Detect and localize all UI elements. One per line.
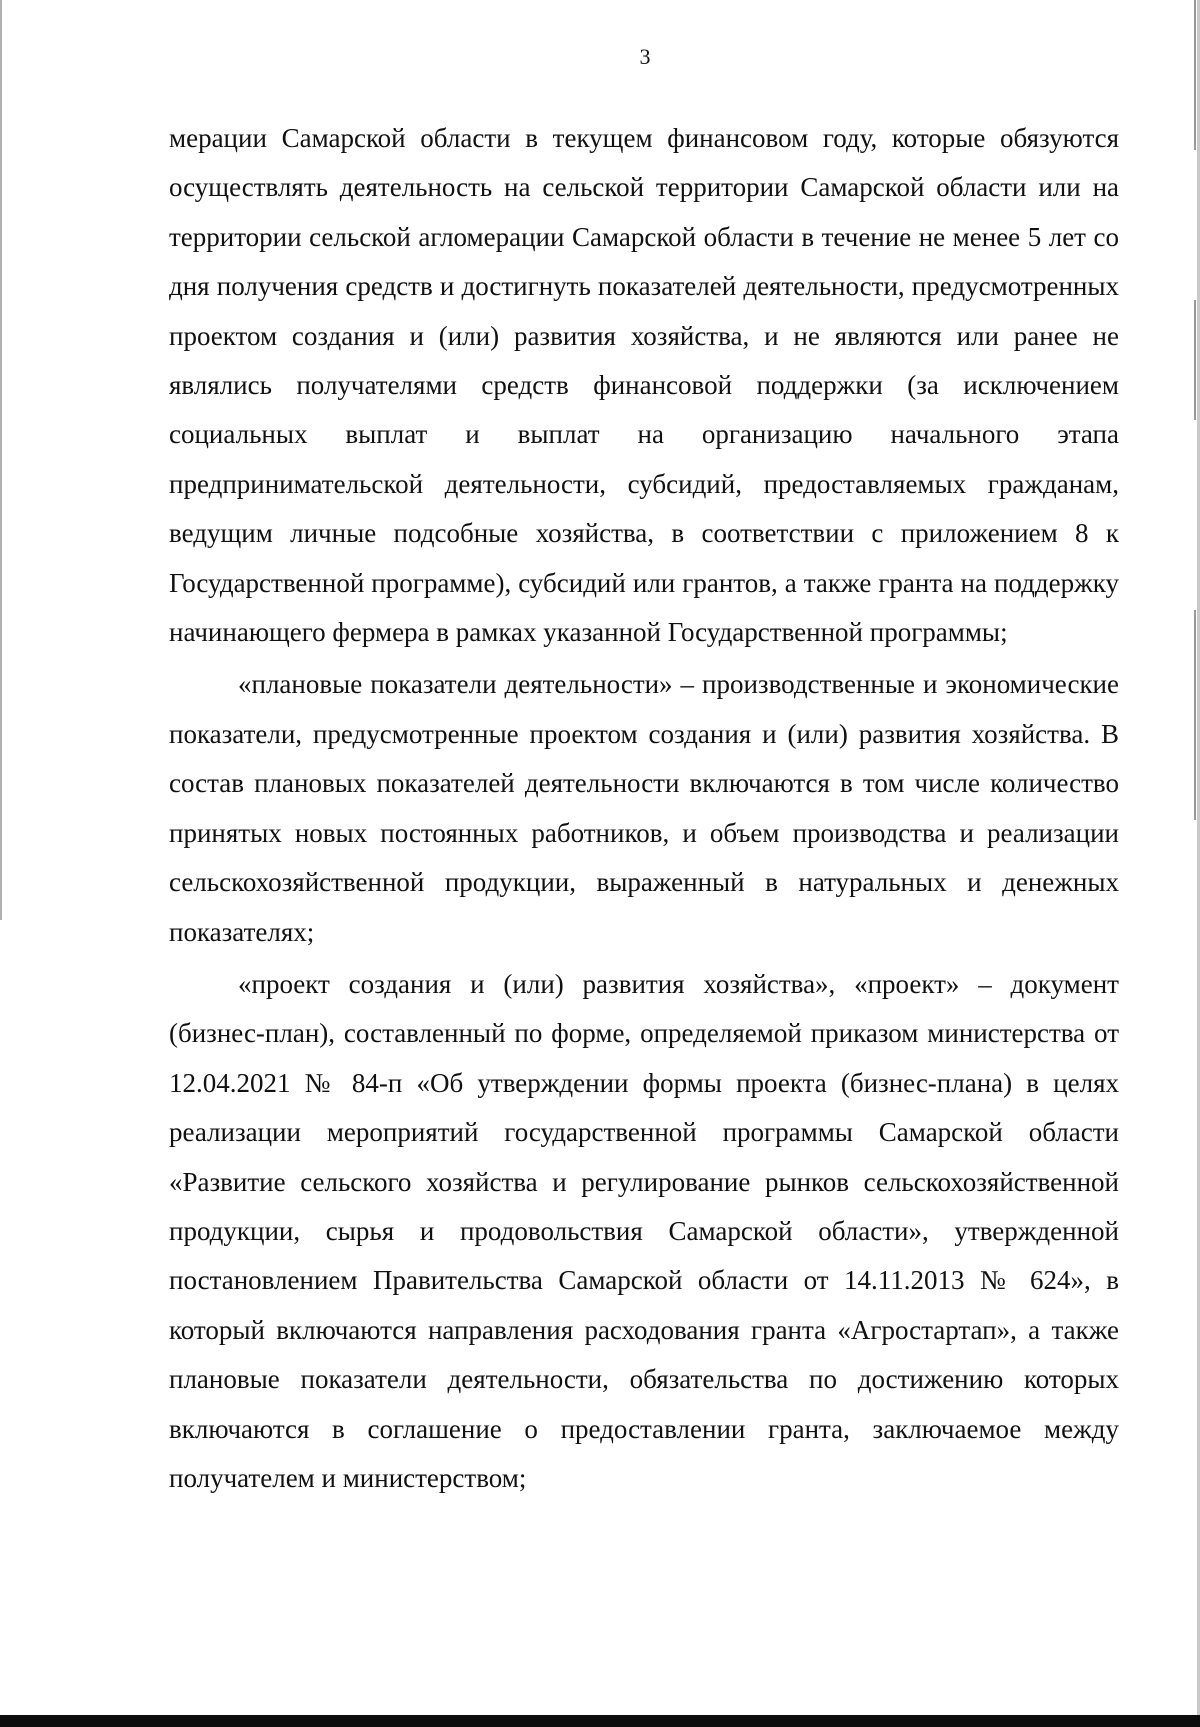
paragraph-project-definition: «проект создания и (или) развития хозяйства», «проект» – документ (бизнес-план), составленный по форме, определяемой приказом министерства от 12.04.2021 № 84-п «Об утверждении формы проекта (бизнес-плана) в целях реализации мероприятий государственной программы Самарской области «Развитие сельского хозяйства и регулирование рынков сельскохозяйственной продукции, сырья и продовольствия Самарской области», утвержденной постановлением Правительства Самарской области от 14.11.2013 № 624», в который включаются направления расходования гранта «Агростартап», а также плановые показатели деятельности, обязательства по достижению которых включаются в соглашение о предоставлении гранта, заключаемое между получателем и министерством;	[169, 968, 1119, 1493]
scan-edge-mark	[1194, 610, 1196, 820]
scan-edge-mark	[1194, 300, 1196, 420]
scan-bottom-bar	[0, 1715, 1200, 1727]
scan-edge-left-mark	[0, 0, 2, 920]
page-number: 3	[639, 44, 651, 69]
paragraph-planned-indicators: «плановые показатели деятельности» – производственные и экономические показатели, предусмотренные проектом создания и (или) развития хозяйства. В состав плановых показателей деятельности включаются в том числе количество принятых новых постоянных работников, и объем производства и реализации сельскохозяйственной продукции, выраженный в натуральных и денежных показателях;	[169, 669, 1119, 947]
document-body	[169, 114, 1119, 1503]
scan-edge-mark	[1194, 0, 1196, 150]
paragraph-continuation: мерации Самарской области в текущем финансовом году, которые обязуются осуществлять деятельность на сельской территории Самарской области или на территории сельской агломерации Самарской области в течение не менее 5 лет со дня получения средств и достигнуть показателей деятельности, предусмотренных проектом создания и (или) развития хозяйства, и не являются или ранее не являлись получателями средств финансовой поддержки (за исключением социальных выплат и выплат на организацию начального этапа предпринимательской деятельности, субсидий, предоставляемых гражданам, ведущим личные подсобные хозяйства, в соответствии с приложением 8 к Государственной программе), субсидий или грантов, а также гранта на поддержку начинающего фермера в рамках указанной Государственной программы;	[169, 123, 1119, 648]
